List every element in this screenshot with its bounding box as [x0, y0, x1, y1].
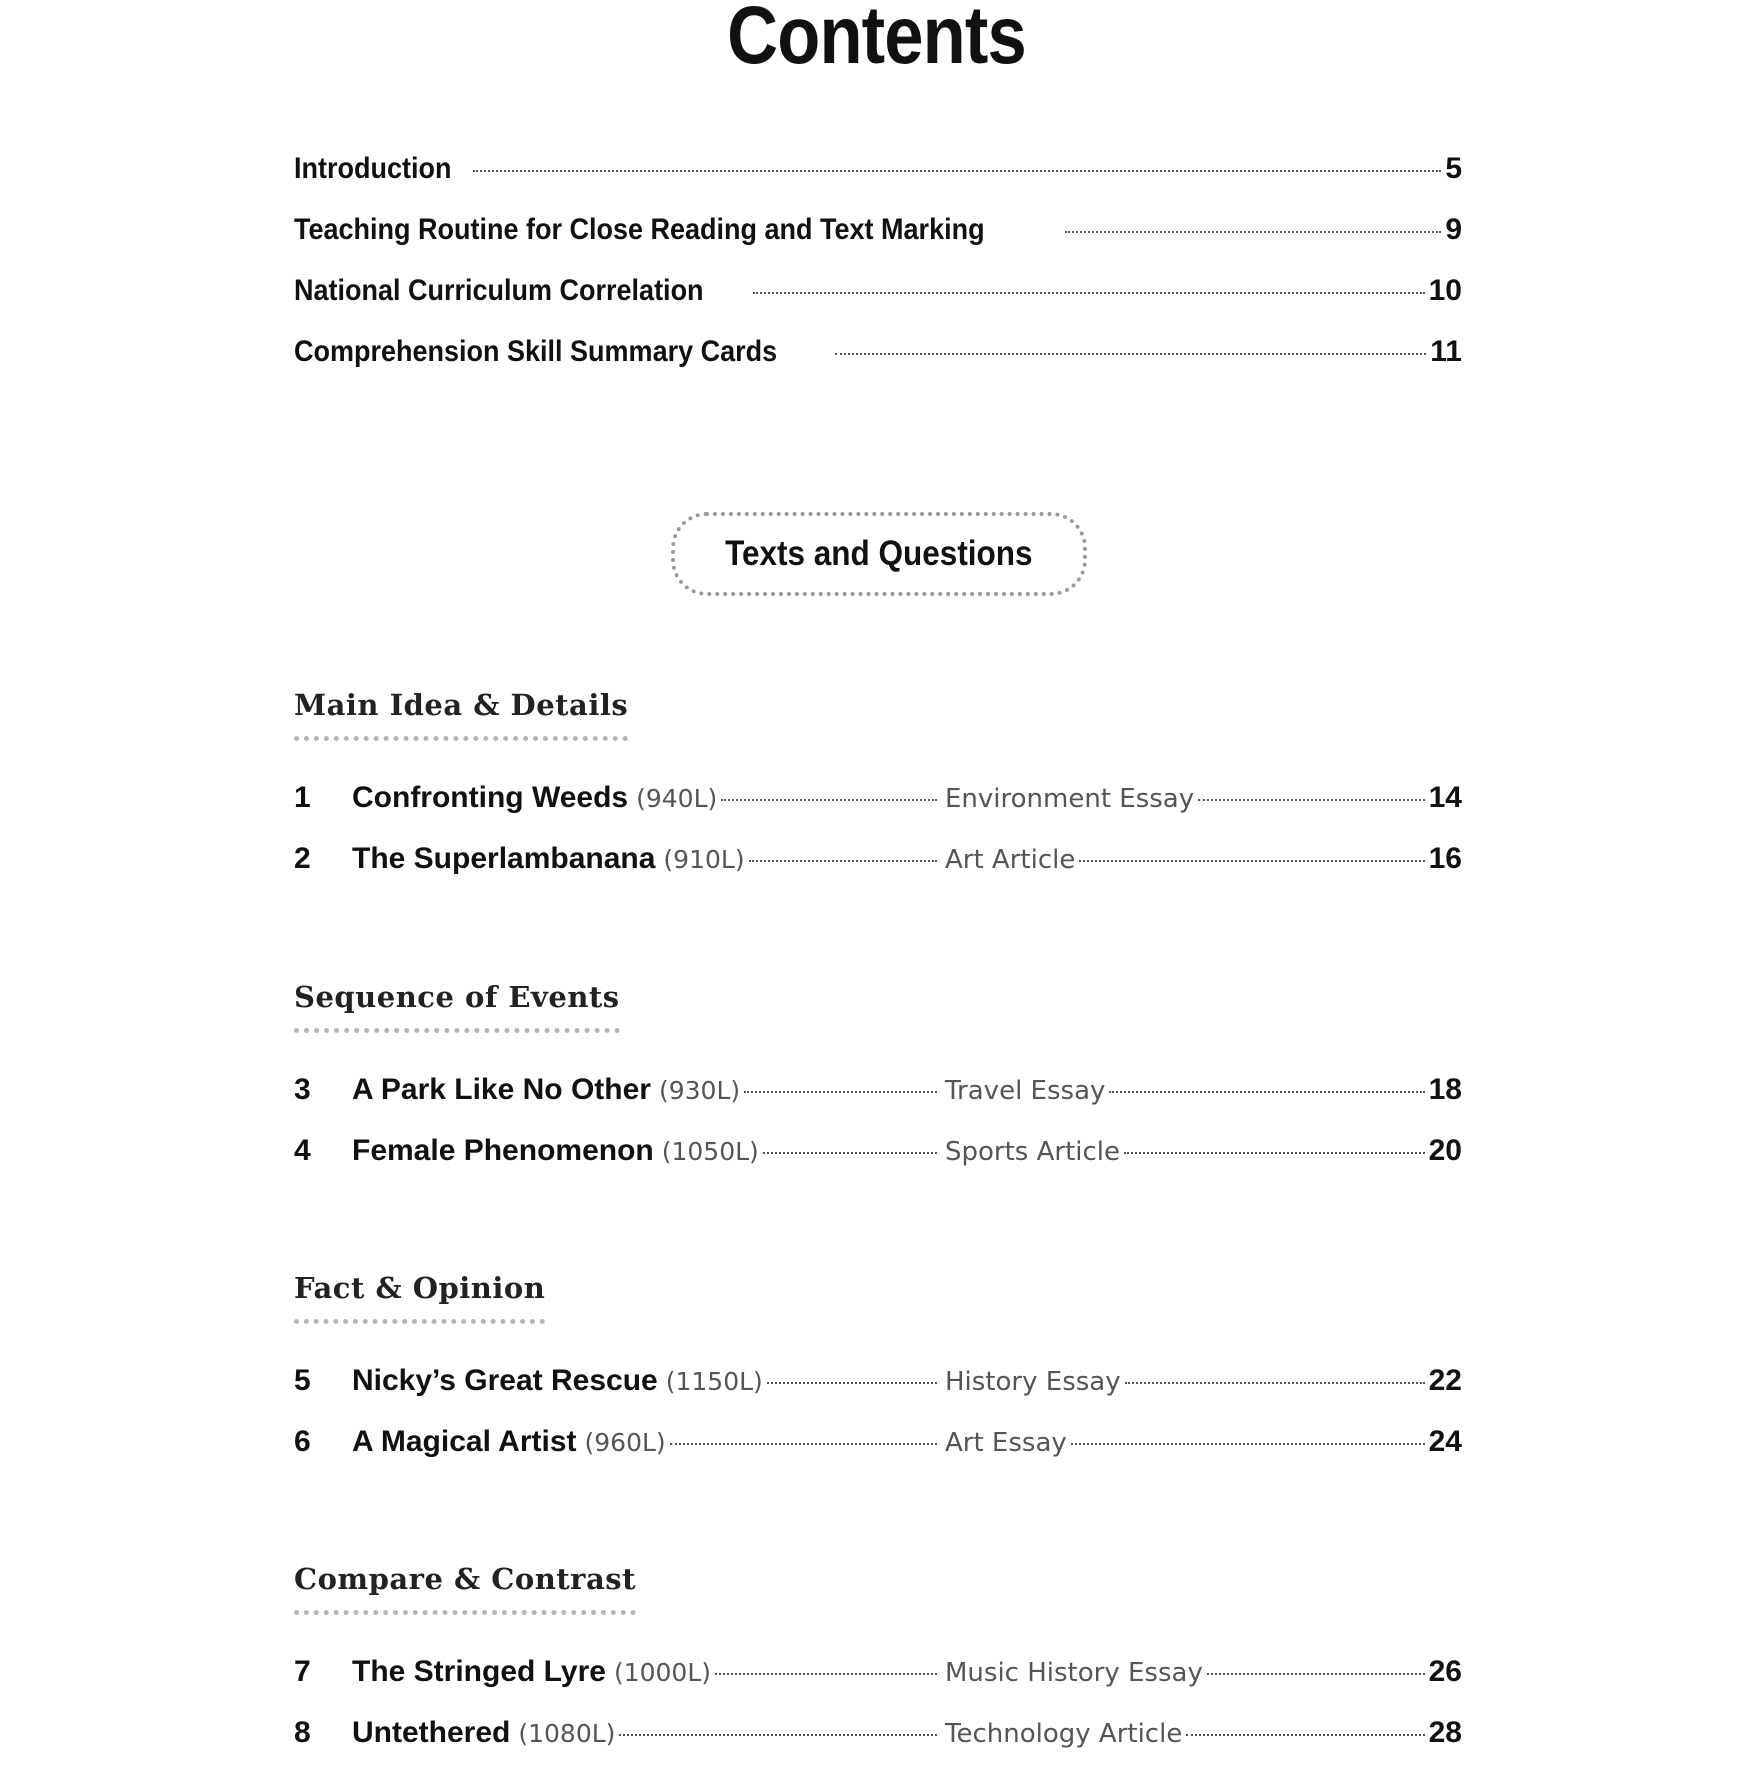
toc-entry-introduction[interactable]: [294, 152, 1462, 213]
entry-page: 16: [1428, 842, 1462, 875]
dot-leader: [619, 1734, 937, 1736]
skill-group-fact-opinion: [294, 1271, 1462, 1486]
toc-entry-label: Introduction: [294, 152, 452, 185]
entry-number: 7: [294, 1655, 311, 1688]
group-heading: Compare & Contrast: [294, 1562, 636, 1615]
toc-entry-page: 10: [1428, 274, 1462, 307]
toc-entry-text-1[interactable]: [294, 781, 1462, 842]
section-badge: [671, 512, 1087, 596]
entry-number: 5: [294, 1364, 311, 1397]
dot-leader: [1065, 231, 1441, 233]
skill-group-sequence: [294, 980, 1462, 1195]
entry-page: 26: [1428, 1655, 1462, 1688]
entry-title: Untethered: [352, 1716, 511, 1749]
toc-entry-page: 5: [1445, 152, 1462, 185]
toc-entry-label: Comprehension Skill Summary Cards: [294, 335, 778, 368]
entry-genre: Travel Essay: [945, 1076, 1106, 1106]
entry-genre: Technology Article: [945, 1719, 1183, 1749]
section-badge-label: Texts and Questions: [725, 534, 1033, 573]
toc-entry-curriculum-correlation[interactable]: [294, 274, 1462, 335]
entry-title: The Stringed Lyre: [352, 1655, 606, 1688]
group-heading: Sequence of Events: [294, 980, 620, 1033]
entry-title: The Superlambanana: [352, 842, 656, 875]
entry-number: 3: [294, 1073, 311, 1106]
toc-entry-page: 9: [1445, 213, 1462, 246]
toc-entry-text-6[interactable]: [294, 1425, 1462, 1486]
dot-leader: [721, 799, 937, 801]
skill-group-main-idea: [294, 688, 1462, 903]
dot-leader: [473, 170, 1441, 172]
entry-title: A Magical Artist: [352, 1425, 577, 1458]
entry-number: 4: [294, 1134, 311, 1167]
toc-entry-text-7[interactable]: [294, 1655, 1462, 1716]
entry-lexile: (930L): [658, 1076, 741, 1105]
entry-page: 14: [1428, 781, 1462, 814]
toc-entry-teaching-routine[interactable]: [294, 213, 1462, 274]
dot-leader: [763, 1152, 937, 1154]
dot-leader: [1109, 1091, 1424, 1093]
toc-entry-skill-cards[interactable]: [294, 335, 1462, 396]
toc-entry-text-3[interactable]: [294, 1073, 1462, 1134]
entry-genre: Sports Article: [945, 1137, 1121, 1167]
toc-entry-text-2[interactable]: [294, 842, 1462, 903]
toc-entry-text-4[interactable]: [294, 1134, 1462, 1195]
dot-leader: [1207, 1673, 1425, 1675]
toc-entry-page: 11: [1430, 335, 1462, 368]
group-heading: Fact & Opinion: [294, 1271, 545, 1324]
dot-leader: [753, 292, 1425, 294]
dot-leader: [1079, 860, 1424, 862]
dot-leader: [744, 1091, 937, 1093]
entry-title: Female Phenomenon: [352, 1134, 654, 1167]
entry-genre: History Essay: [945, 1367, 1121, 1397]
page-title: Contents: [727, 0, 1026, 81]
entry-title: A Park Like No Other: [352, 1073, 651, 1106]
dot-leader: [715, 1673, 937, 1675]
toc-entry-text-8[interactable]: [294, 1716, 1462, 1777]
dot-leader: [767, 1382, 937, 1384]
entry-genre: Art Article: [945, 845, 1076, 875]
entry-genre: Music History Essay: [945, 1658, 1203, 1688]
toc-entry-text-5[interactable]: [294, 1364, 1462, 1425]
toc-entry-label: Teaching Routine for Close Reading and Text Marking: [294, 213, 985, 246]
entry-page: 18: [1428, 1073, 1462, 1106]
toc-entry-label: National Curriculum Correlation: [294, 274, 704, 307]
entry-lexile: (910L): [663, 845, 745, 874]
entry-number: 1: [294, 781, 311, 814]
group-heading: Main Idea & Details: [294, 688, 628, 741]
entry-lexile: (1150L): [665, 1367, 763, 1396]
entry-page: 24: [1428, 1425, 1462, 1458]
dot-leader: [1124, 1152, 1425, 1154]
dot-leader: [749, 860, 937, 862]
entry-title: Nicky’s Great Rescue: [352, 1364, 658, 1397]
dot-leader: [1198, 799, 1425, 801]
dot-leader: [670, 1443, 937, 1445]
dot-leader: [1125, 1382, 1425, 1384]
dot-leader: [835, 353, 1426, 355]
entry-page: 28: [1428, 1716, 1462, 1749]
dot-leader: [1186, 1734, 1424, 1736]
entry-genre: Art Essay: [945, 1428, 1067, 1458]
entry-lexile: (1000L): [613, 1658, 711, 1687]
entry-lexile: (940L): [636, 784, 718, 813]
entry-number: 2: [294, 842, 311, 875]
entry-lexile: (1050L): [661, 1137, 759, 1166]
entry-number: 6: [294, 1425, 311, 1458]
dot-leader: [1071, 1443, 1425, 1445]
entry-title: Confronting Weeds: [352, 781, 629, 814]
entry-lexile: (960L): [584, 1428, 666, 1457]
entry-number: 8: [294, 1716, 311, 1749]
front-matter-list: [294, 152, 1462, 396]
entry-page: 20: [1428, 1134, 1462, 1167]
entry-lexile: (1080L): [518, 1719, 616, 1748]
entry-page: 22: [1428, 1364, 1462, 1397]
skill-group-compare-contrast: [294, 1562, 1462, 1777]
entry-genre: Environment Essay: [945, 784, 1195, 814]
